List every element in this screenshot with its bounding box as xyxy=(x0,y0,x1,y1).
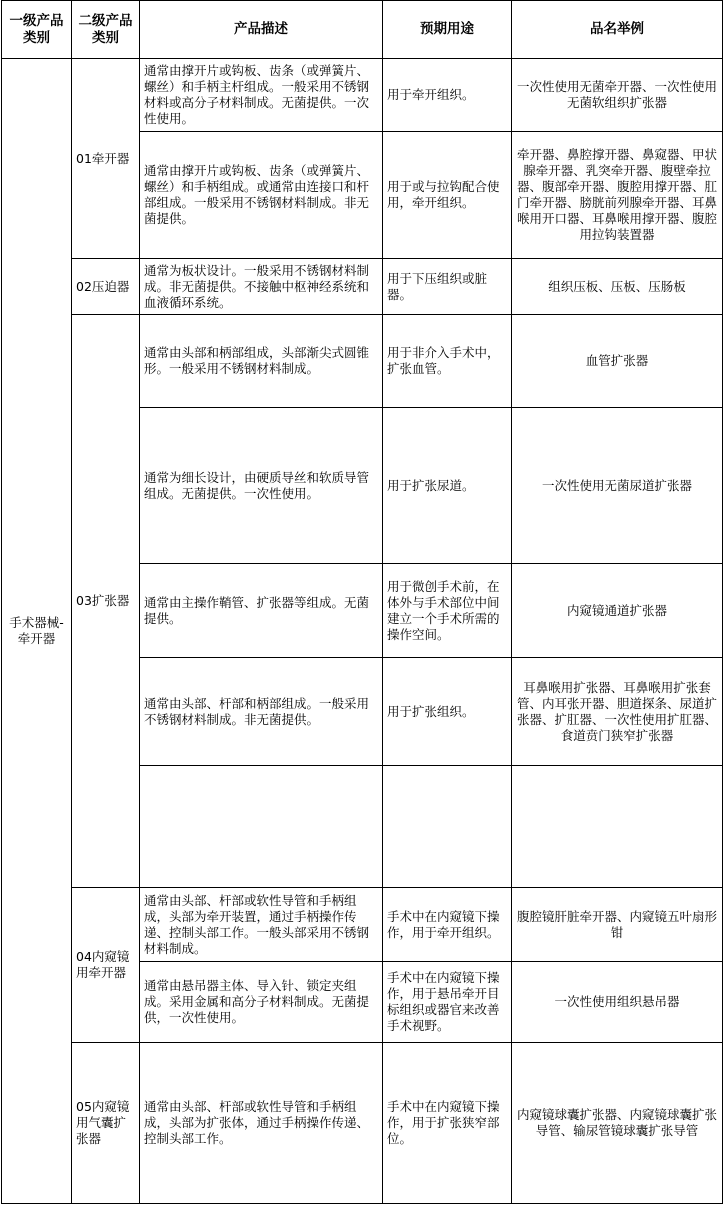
header-intended-use: 预期用途 xyxy=(383,1,512,59)
product-examples: 内窥镜通道扩张器 xyxy=(512,564,723,658)
level2-category: 01牵开器 xyxy=(72,59,140,259)
level2-category: 02压迫器 xyxy=(72,259,140,315)
level2-category: 04内窥镜用牵开器 xyxy=(72,888,140,1043)
level2-category: 03扩张器 xyxy=(72,315,140,888)
table-row xyxy=(2,59,723,132)
intended-use: 手术中在内窥镜下操作，用于牵开组织。 xyxy=(383,888,512,962)
intended-use: 用于扩张组织。 xyxy=(383,658,512,766)
intended-use: 用于牵开组织。 xyxy=(383,59,512,132)
product-examples: 腹腔镜肝脏牵开器、内窥镜五叶扇形钳 xyxy=(512,888,723,962)
product-examples: 耳鼻喉用扩张器、耳鼻喉用扩张套管、内耳张开器、胆道探条、尿道扩张器、扩肛器、一次性使用扩肛器、食道贲门狭窄扩张器 xyxy=(512,658,723,766)
intended-use: 用于非介入手术中，扩张血管。 xyxy=(383,315,512,408)
product-description: 通常由撑开片或钩板、齿条（或弹簧片、螺丝）和手柄组成。或通常由连接口和杆部组成。一般采用不锈钢材料制成。非无菌提供。 xyxy=(140,132,383,259)
level2-category: 05内窥镜用气囊扩张器 xyxy=(72,1043,140,1204)
product-description: 通常由头部、杆部或软性导管和手柄组成，头部为牵开装置，通过手柄操作传递、控制头部工作。一般头部采用不锈钢材料制成。 xyxy=(140,888,383,962)
header-level2: 二级产品类别 xyxy=(72,1,140,59)
intended-use: 用于微创手术前，在体外与手术部位中间建立一个手术所需的操作空间。 xyxy=(383,564,512,658)
product-description: 通常由主操作鞘管、扩张器等组成。无菌提供。 xyxy=(140,564,383,658)
intended-use xyxy=(383,766,512,888)
product-examples: 组织压板、压板、压肠板 xyxy=(512,259,723,315)
header-examples: 品名举例 xyxy=(512,1,723,59)
product-examples: 一次性使用组织悬吊器 xyxy=(512,962,723,1043)
intended-use: 用于下压组织或脏器。 xyxy=(383,259,512,315)
product-description: 通常由头部和柄部组成，头部渐尖式圆锥形。一般采用不锈钢材料制成。 xyxy=(140,315,383,408)
product-description: 通常由撑开片或钩板、齿条（或弹簧片、螺丝）和手柄主杆组成。一般采用不锈钢材料或高分子材料制成。无菌提供。一次性使用。 xyxy=(140,59,383,132)
table-row xyxy=(2,1043,723,1204)
header-level1: 一级产品类别 xyxy=(2,1,72,59)
product-description: 通常为细长设计，由硬质导丝和软质导管组成。无菌提供。一次性使用。 xyxy=(140,408,383,564)
product-examples: 内窥镜球囊扩张器、内窥镜球囊扩张导管、输尿管镜球囊扩张导管 xyxy=(512,1043,723,1204)
product-description: 通常由头部、杆部或软性导管和手柄组成，头部为扩张体，通过手柄操作传递、控制头部工作。 xyxy=(140,1043,383,1204)
header-description: 产品描述 xyxy=(140,1,383,59)
product-examples: 牵开器、鼻腔撑开器、鼻窥器、甲状腺牵开器、乳突牵开器、腹壁牵拉器、腹部牵开器、腹腔用撑开器、肛门牵开器、膀胱前列腺牵开器、耳鼻喉用开口器、耳鼻喉用撑开器、腹腔用拉钩装置器 xyxy=(512,132,723,259)
intended-use: 手术中在内窥镜下操作，用于扩张狭窄部位。 xyxy=(383,1043,512,1204)
table-row xyxy=(2,259,723,315)
product-examples: 一次性使用无菌尿道扩张器 xyxy=(512,408,723,564)
intended-use: 手术中在内窥镜下操作，用于悬吊牵开目标组织或器官来改善手术视野。 xyxy=(383,962,512,1043)
product-classification-table xyxy=(1,0,723,1204)
product-examples: 一次性使用无菌牵开器、一次性使用无菌软组织扩张器 xyxy=(512,59,723,132)
product-description: 通常由悬吊器主体、导入针、锁定夹组成。采用金属和高分子材料制成。无菌提供，一次性使用。 xyxy=(140,962,383,1043)
header-row xyxy=(2,1,723,59)
intended-use: 用于或与拉钩配合使用，牵开组织。 xyxy=(383,132,512,259)
product-description: 通常为板状设计。一般采用不锈钢材料制成。非无菌提供。不接触中枢神经系统和血液循环系统。 xyxy=(140,259,383,315)
table-row xyxy=(2,888,723,962)
table-row xyxy=(2,315,723,408)
product-examples xyxy=(512,766,723,888)
product-description: 通常由头部、杆部和柄部组成。一般采用不锈钢材料制成。非无菌提供。 xyxy=(140,658,383,766)
product-description xyxy=(140,766,383,888)
level1-category: 手术器械-牵开器 xyxy=(2,59,72,1204)
intended-use: 用于扩张尿道。 xyxy=(383,408,512,564)
product-examples: 血管扩张器 xyxy=(512,315,723,408)
